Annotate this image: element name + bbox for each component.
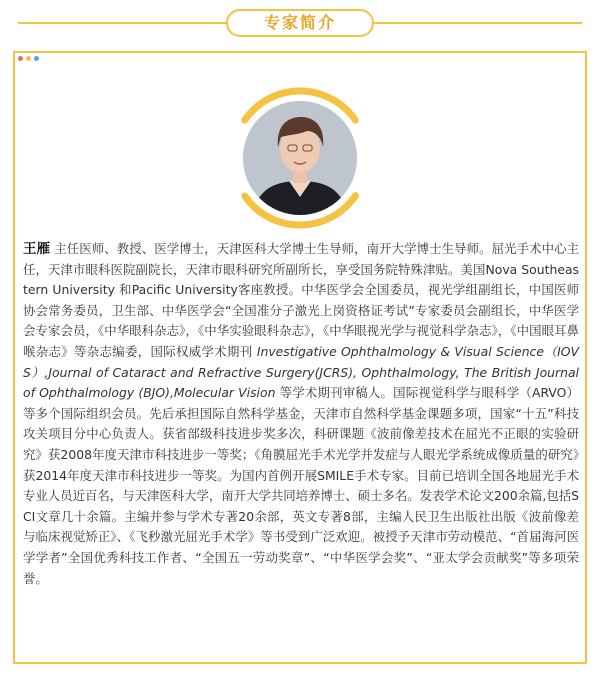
bio-text-continued: 等学术期刊审稿人。国际视觉科学与眼科学（ARVO）等多个国际组织会员。先后承担国际自然科学基金，天津市自然科学基金课题多项，国家“十五”科技攻关项目分中心负责人。获省部级科技进步奖多次，科研课题《波前像差技术在屈光不正眼的实验研究》获2008年度天津市科技进步一等奖；《角膜屈光手术光学并发症与人眼光学系统成像质量的研究》获2014年度天津市科技进步一等奖。为国内首例开展SMILE手术专家。目前已培训全国各地屈光手术专业人员近百名，与天津医科大学，南开大学共同培养博士、硕士多名。发表学术论文200余篇,包括SCI文章几十余篇。主编并参与学术专著20余部，英文专著8部，主编人民卫生出版社出版《波前像差与临床视觉矫正》、《飞秒激光屈光手术学》等书受到广泛欢迎。被授予天津市劳动模范、“首届海河医学学者”全国优秀科技工作者、“全国五一劳动奖章”、“中华医学会奖”、“亚太学会贡献奖”等多项荣誉。: [23, 385, 580, 586]
person-avatar-icon: [243, 101, 357, 215]
blue-dot-icon: [34, 56, 39, 61]
window-dots: [18, 56, 39, 61]
expert-bio: [23, 239, 579, 589]
header-divider-left: [18, 22, 226, 24]
expert-name: 王雁: [23, 241, 51, 257]
section-title: 专家简介: [226, 9, 374, 37]
header-divider-right: [374, 22, 582, 24]
expert-photo: [243, 101, 357, 215]
bio-text: 主任医师、教授、医学博士，天津医科大学博士生导师，南开大学博士生导师。屈光手术中心主任，天津市眼科医院副院长，天津市眼科研究所副所长，享受国务院特殊津贴。美国Nova Southeastern University 和Pacific University客座教授。中华医学会全国委员，视光学组副组长，中国医师协会常务委员，卫生部、中华医学会“全国准分子激光上岗资格证考试”专家委员会副组长，中华医学会专家会员，《中华眼科杂志》，《中华实验眼科杂志》，《中华眼视光学与视觉科学杂志》，《中国眼耳鼻喉杂志》等杂志编委，国际权威学术期刊: [23, 241, 579, 359]
bio-journal-list: Investigative Ophthalmology & Visual Science（IOVS）,Journal of Cataract and Refractive Surgery(JCRS), Ophthalmology, The British Journal of Ophthalmology (BJO),Molecular Vision: [23, 343, 579, 401]
red-dot-icon: [18, 56, 23, 61]
yellow-dot-icon: [26, 56, 31, 61]
expert-profile-card: [13, 51, 587, 664]
portrait-frame: [225, 83, 375, 233]
section-header: [0, 0, 600, 50]
